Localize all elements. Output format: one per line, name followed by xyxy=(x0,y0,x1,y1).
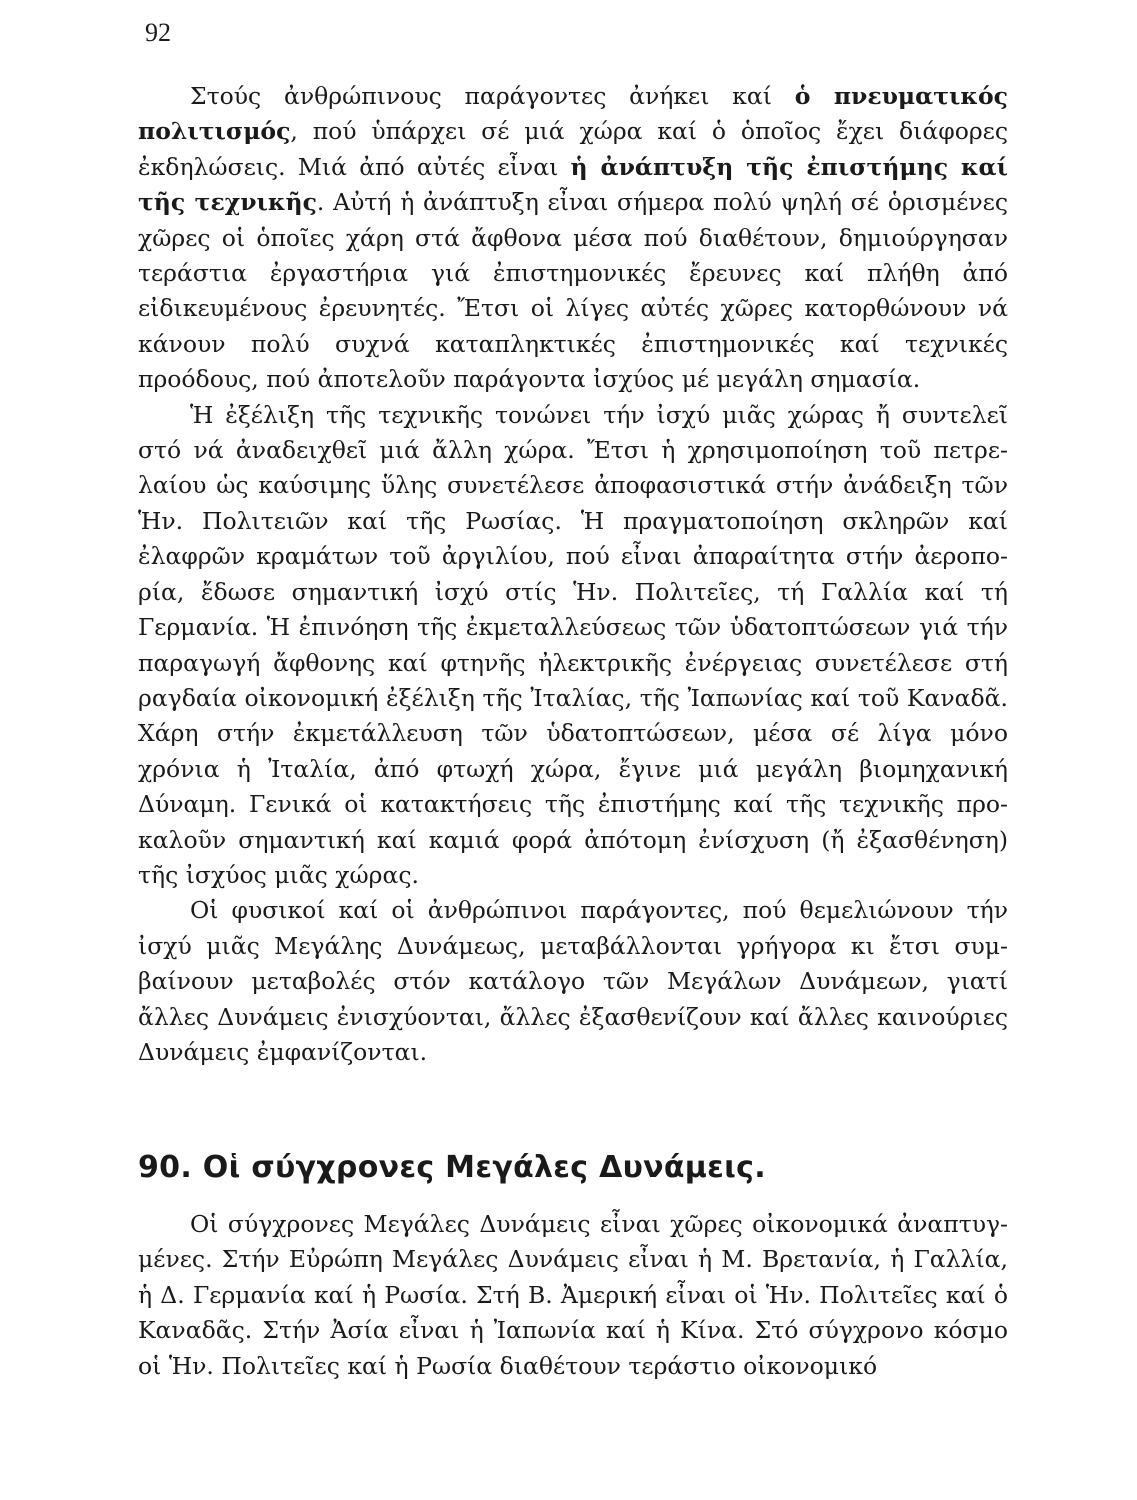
paragraph: Οἱ σύγχρονες Μεγάλες Δυνάμεις εἶναι χῶρες οἰκονομικά ἀναπτυγμένες. Στήν Εὐρώπη Μεγάλες Δυνάμεις εἶναι ἡ Μ. Βρετανία, ἡ Γαλλία, ἡ Δ. Γερμανία καί ἡ Ρωσία. Στή Β. Ἀμερική εἶναι οἱ Ἡν. Πολιτεῖες καί ὁ Καναδᾶς. Στήν Ἀσία εἶναι ἡ Ἰαπωνία καί ἡ Κίνα. Στό σύγχρονο κόσμο οἱ Ἡν. Πολιτεῖες καί ἡ Ρωσία διαθέτουν τεράστιο οἰκονομικό xyxy=(138,1210,1008,1380)
paragraph xyxy=(138,79,1008,398)
page-number: 92 xyxy=(145,18,171,47)
paragraph-text: Οἱ φυσικοί καί οἱ ἀνθρώπινοι παράγοντες, πού θεμελιώνουν τήν ἰσχύ μιᾶς Μεγάλης Δυνάμεως, μεταβάλλονται γρήγορα κι ἔτσι συμβαίνουν μεταβολές στόν κατάλογο τῶν Μεγάλων Δυνάμεων, γιατί ἄλλες Δυνάμεις ἐνισχύονται, ἄλλες ἐξασθενίζουν καί ἄλλες καινούριες Δυνάμεις ἐμφανίζονται. xyxy=(138,896,1008,1066)
bold-term: ἡ ἀνάπτυξη τῆς ἐπιστήμης καί τῆς τεχνικῆς xyxy=(138,152,1008,217)
paragraph xyxy=(138,398,1008,894)
paragraph-text: Στούς ἀνθρώπινους παράγοντες ἀνήκει καί xyxy=(190,82,795,110)
body-text xyxy=(138,79,1008,1070)
section-body xyxy=(138,1207,1008,1384)
paragraph-text: . Αὐτή ἡ ἀνάπτυξη εἶναι σήμερα πολύ ψηλή σέ ὁρισμένες χῶρες οἱ ὁποῖες χάρη στά ἄφθονα μέσα πού διαθέτουν, δημιούργησαν τεράστια ἐργαστήρια γιά ἐπιστημονικές ἔρευνες καί πλήθη ἀπό εἰδικευμένους ἐρευνητές. Ἔτσι οἱ λίγες αὐτές χῶρες κατορθώνουν νά κάνουν πολύ συχνά καταπληκτικές ἐπιστημονικές καί τεχνικές προόδους, πού ἀποτελοῦν παράγοντα ἰσχύος μέ μεγάλη σημασία. xyxy=(138,188,1008,394)
section-heading: 90. Οἱ σύγχρονες Μεγάλες Δυνάμεις. xyxy=(138,1150,766,1185)
paragraph-text: , πού ὑπάρχει σέ μιά χώρα καί ὁ ὁποῖος ἔχει διάφορες ἐκδηλώσεις. Μιά ἀπό αὐτές εἶναι xyxy=(138,117,1008,181)
paragraph-text: Ἡ ἐξέλιξη τῆς τεχνικῆς τονώνει τήν ἰσχύ μιᾶς χώρας ἤ συντελεῖ στό νά ἀναδειχθεῖ μιά ἄλλη χώρα. Ἔτσι ἡ χρησιμοποίηση τοῦ πετρελαίου ὡς καύσιμης ὕλης συνετέλεσε ἀποφασιστικά στήν ἀνάδειξη τῶν Ἡν. Πολιτειῶν καί τῆς Ρωσίας. Ἡ πραγματοποίηση σκληρῶν καί ἐλαφρῶν κραμάτων τοῦ ἀργιλίου, πού εἶναι ἀπαραίτητα στήν ἀεροπορία, ἔδωσε σημαντική ἰσχύ στίς Ἡν. Πολιτεῖες, τή Γαλλία καί τή Γερμανία. Ἡ ἐπινόηση τῆς ἐκμεταλλεύσεως τῶν ὑδατοπτώσεων γιά τήν παραγωγή ἄφθονης καί φτηνῆς ἠλεκτρικῆς ἐνέργειας συνετέλεσε στή ραγδαία οἰκονομική ἐξέλιξη τῆς Ἰταλίας, τῆς Ἰαπωνίας καί τοῦ Καναδᾶ. Χάρη στήν ἐκμετάλλευση τῶν ὑδατοπτώσεων, μέσα σέ λίγα μόνο χρόνια ἡ Ἰταλία, ἀπό φτωχή χώρα, ἔγινε μιά μεγάλη βιομηχανική Δύναμη. Γενικά οἱ κατακτήσεις τῆς ἐπιστήμης καί τῆς τεχνικῆς προκαλοῦν σημαντική καί καμιά φορά ἀπότομη ἐνίσχυση (ἤ ἐξασθένηση) τῆς ἰσχύος μιᾶς χώρας. xyxy=(138,400,1008,889)
paragraph xyxy=(138,893,1008,1070)
bold-term: ὁ πνευματικός πολιτισμός xyxy=(138,82,1008,146)
